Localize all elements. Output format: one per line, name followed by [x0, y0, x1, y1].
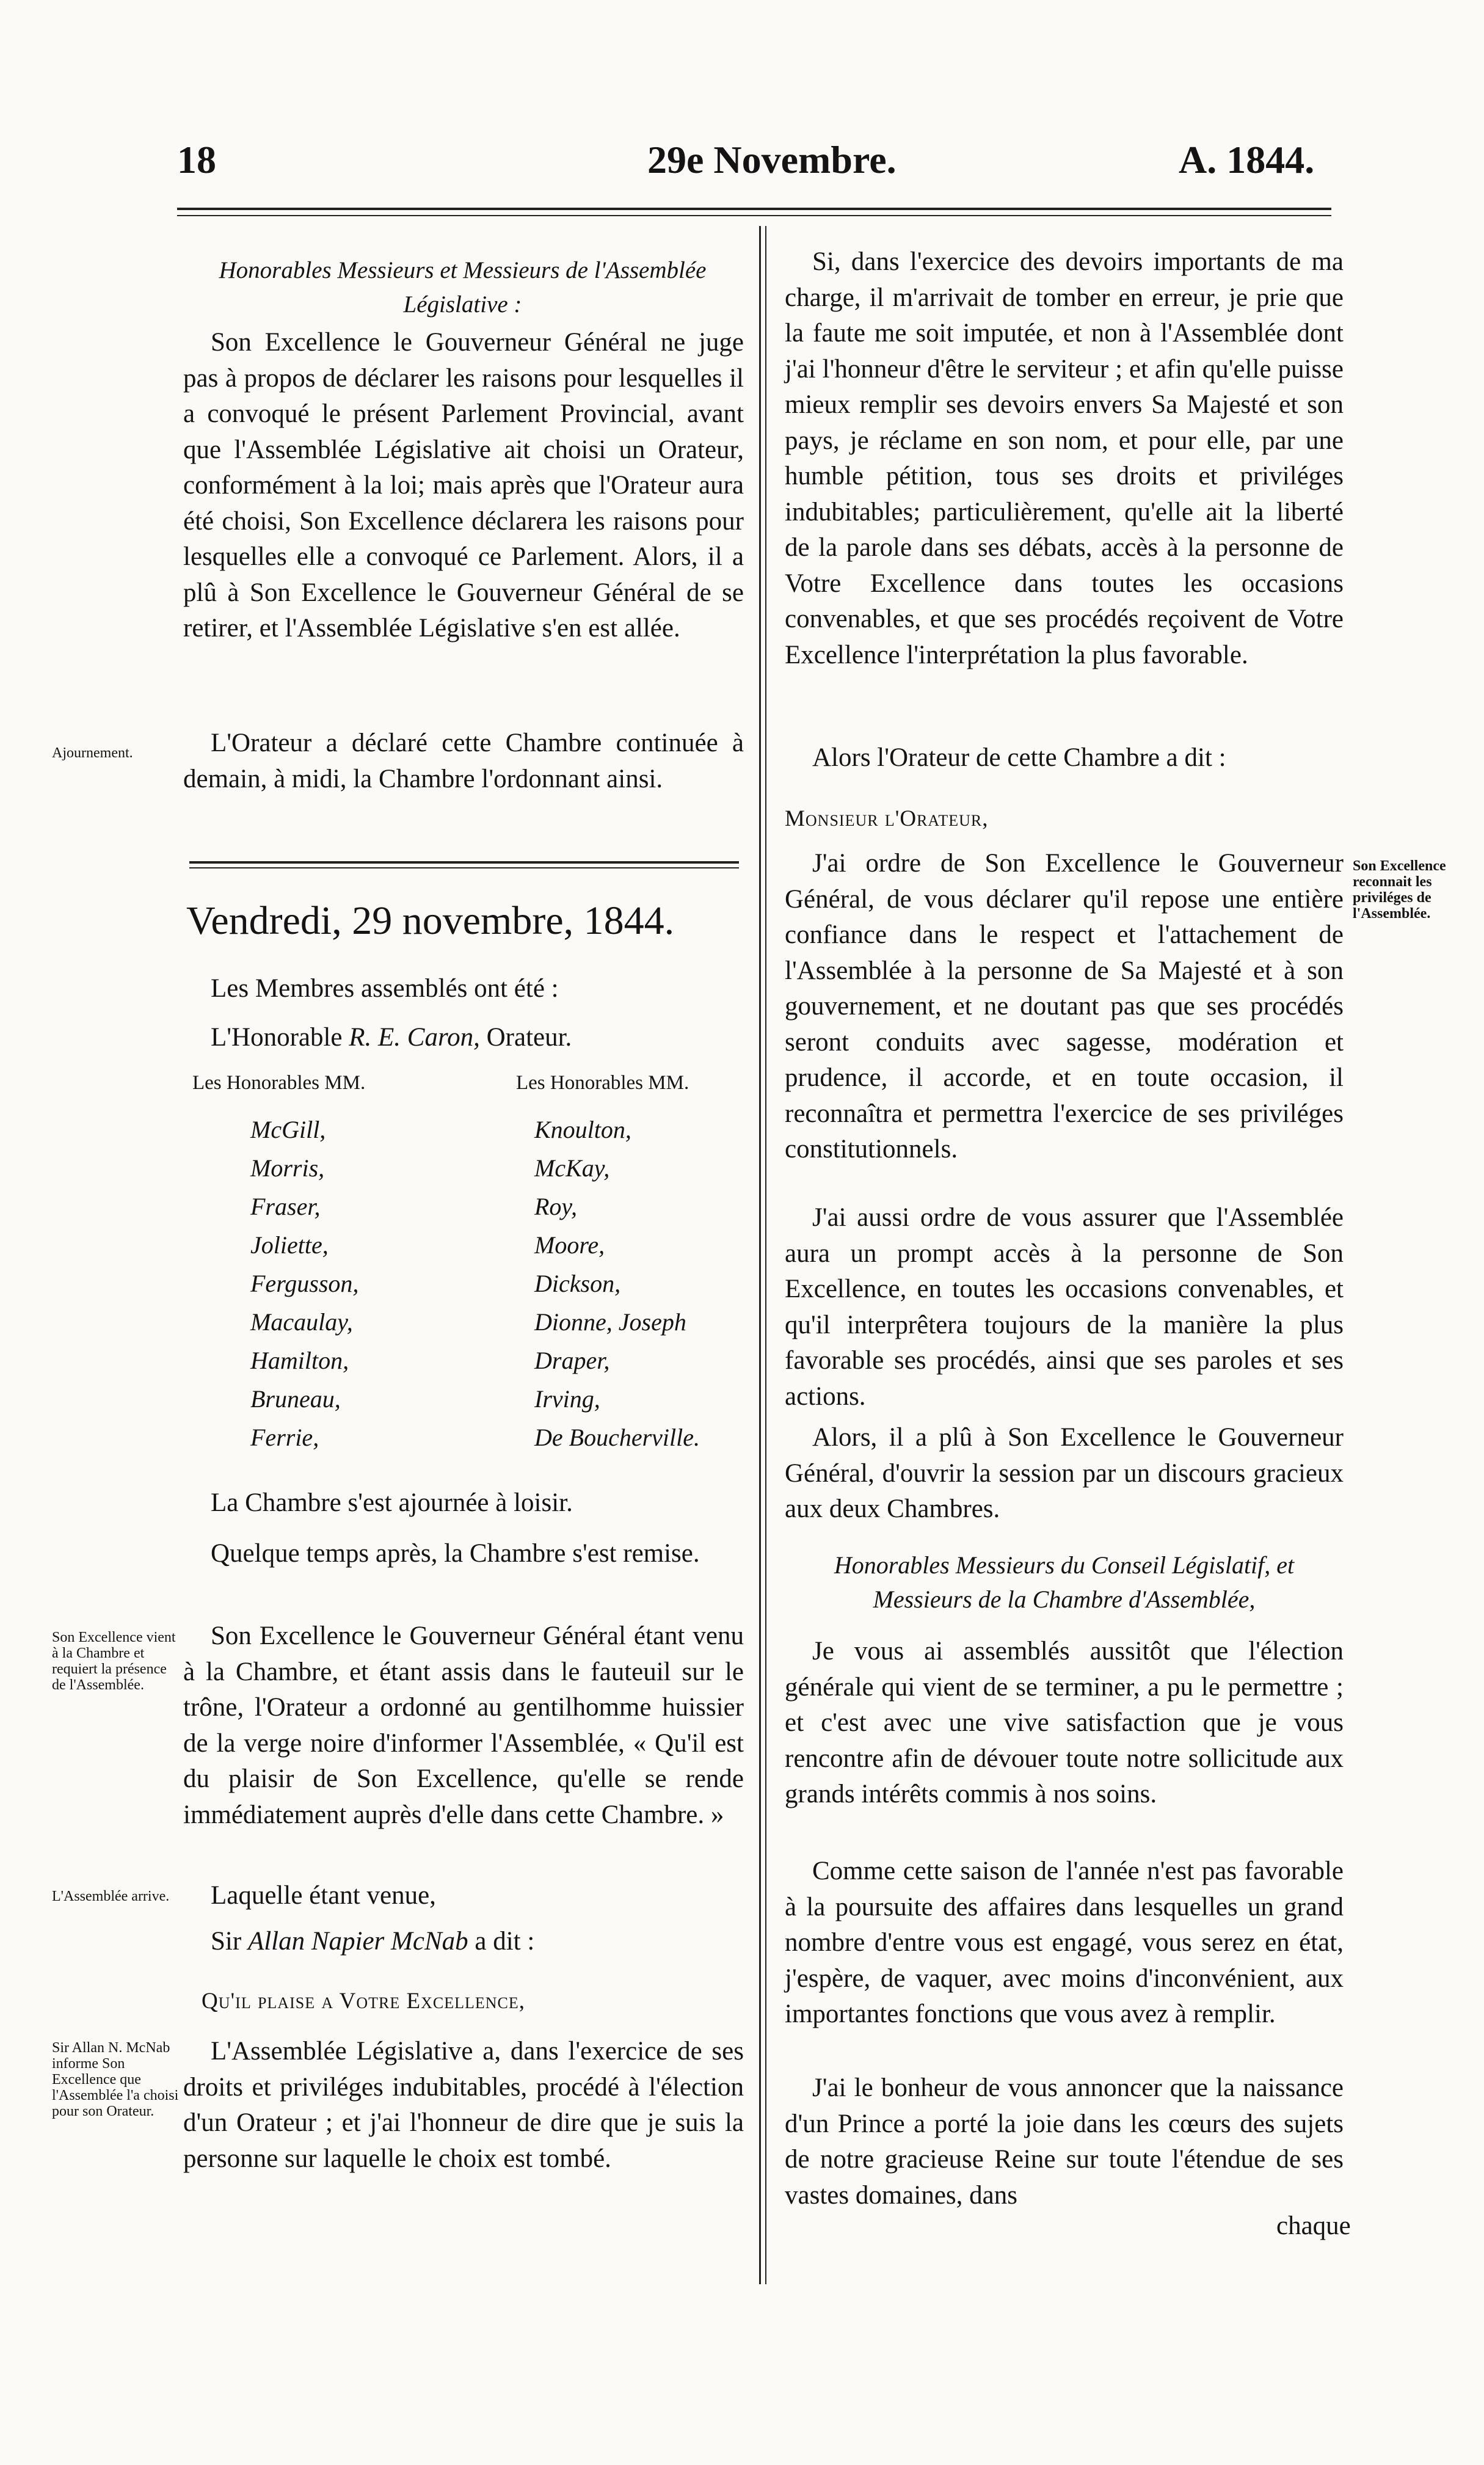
paragraph-ajournee-text: La Chambre s'est ajournée à loisir.: [211, 1488, 573, 1517]
member-name: Hamilton,: [250, 1347, 349, 1374]
member-name: Dionne, Joseph: [534, 1308, 686, 1336]
names-column-2: [534, 1110, 700, 1457]
members-intro-text: Les Membres assemblés ont été :: [211, 974, 559, 1003]
paragraph-requete: [785, 244, 1344, 673]
member-name: Morris,: [250, 1154, 325, 1182]
paragraph-acces: [785, 1200, 1344, 1415]
paragraph-prince: [785, 2070, 1344, 2213]
address-heading-assemblee: Honorables Messieurs et Messieurs de l'Assemblée Législative :: [219, 257, 707, 318]
paragraph-ajournee: [183, 1485, 744, 1521]
paragraph-remise-text: Quelque temps après, la Chambre s'est remise.: [211, 1539, 700, 1568]
margin-note-privileges: Son Excellence reconnait les priviléges de l'Assemblée.: [1353, 858, 1446, 922]
paragraph-gouverneur: [183, 1618, 744, 1833]
header-rule: [177, 208, 1331, 210]
member-name: Roy,: [534, 1193, 577, 1220]
member-name: De Boucherville.: [534, 1424, 700, 1451]
margin-note-mcnab: Sir Allan N. McNab informe Son Excellence que l'Assemblée l'a choisi pour son Orateur.: [52, 2040, 179, 2119]
running-year: A. 1844.: [1179, 138, 1315, 181]
catchword: chaque: [1276, 2212, 1351, 2240]
sir-name: Allan Napier McNab: [247, 1927, 468, 1956]
paragraph-confiance: [785, 846, 1344, 1168]
paragraph-mcnab-text: L'Assemblée Législative a, dans l'exercice de ses droits et priviléges indubitables, procédé à l'élection d'un Orateur ; et j'ai l'honneur de dire que je suis la personne sur laquelle le choix est tombé.: [183, 2037, 744, 2173]
speaker-prefix: L'Honorable: [211, 1023, 343, 1052]
paragraph-saison: [785, 1854, 1344, 2033]
paragraph-mcnab: [183, 2034, 744, 2177]
margin-note-gouverneur: Son Excellence vient à la Chambre et requiert la présence de l'Assemblée.: [52, 1629, 176, 1693]
member-name: McKay,: [534, 1154, 610, 1182]
address-votre-excellence: Qu'il plaise a Votre Excellence,: [202, 1989, 526, 2014]
header-rule-thin: [177, 215, 1331, 216]
paragraph-confiance-text: J'ai ordre de Son Excellence le Gouverneur Général, de vous déclarer qu'il repose une entière confiance dans le respect et l'attachement de l'Assemblée à la personne de Sa Majesté et à son gouvernement, et ne doutant pas que ses procédés seront conduits avec sagesse, modération et prudence, il accorde, et en toute occasion, il reconnaîtra et permettra l'exercice de ses priviléges constitutionnels.: [785, 849, 1344, 1163]
paragraph-arrive: [183, 1878, 744, 1914]
speaker-name: R. E. Caron,: [349, 1023, 480, 1052]
paragraph-saison-text: Comme cette saison de l'année n'est pas favorable à la poursuite des affaires dans lesquelles un grand nombre d'entre vous est engagé, vous serez en état, j'espère, de vaquer, avec moins d'inconvénient, aux importantes fonctions que vous avez à remplir.: [785, 1857, 1344, 2028]
paragraph-requete-text: Si, dans l'exercice des devoirs importants de ma charge, il m'arrivait de tomber en erreur, je prie que la faute me soit imputée, et non à l'Assemblée dont j'ai l'honneur d'être le serviteur ; et afin qu'elle puisse mieux remplir ses devoirs envers Sa Majesté et son pays, je réclame en son nom, et pour elle, par une humble pétition, tous ses droits et priviléges indubitables; particulièrement, qu'elle ait la liberté de la parole dans ses débats, accès à la personne de Votre Excellence dans toutes les occasions convenables, et que ses procédés reçoivent de Votre Excellence l'interprétation la plus favorable.: [785, 247, 1344, 669]
section-rule: [189, 861, 739, 864]
day-title: Vendredi, 29 novembre, 1844.: [186, 898, 675, 943]
speaker-line-text: [183, 1020, 744, 1056]
names-column-1: [250, 1110, 358, 1457]
member-name: Irving,: [534, 1385, 600, 1413]
margin-note-ajournement: Ajournement.: [52, 745, 133, 761]
paragraph-remise: [183, 1536, 744, 1572]
names-column-1-header: Les Honorables MM.: [192, 1072, 366, 1094]
member-name: Ferrie,: [250, 1424, 319, 1451]
member-name: Macaulay,: [250, 1308, 353, 1336]
paragraph-raisons-text: Son Excellence le Gouverneur Général ne juge pas à propos de déclarer les raisons pour lesquelles il a convoqué le présent Parlement Provincial, avant que l'Assemblée Législative ait choisi un Orateur, conformément à la loi; mais après que l'Orateur aura été choisi, Son Excellence déclarera les raisons pour lesquelles elle a convoqué ce Parlement. Alors, il a plû à Son Excellence le Gouverneur Général de se retirer, et l'Assemblée Législative s'en est allée.: [183, 328, 744, 643]
paragraph-orateur-dit: [785, 740, 1344, 776]
section-rule-thin: [189, 867, 739, 868]
sir-suffix: a dit :: [475, 1927, 535, 1956]
column-divider-thin: [765, 226, 766, 2284]
paragraph-session-text: Alors, il a plû à Son Excellence le Gouverneur Général, d'ouvrir la session par un discours gracieux aux deux Chambres.: [785, 1423, 1344, 1523]
member-name: Bruneau,: [250, 1385, 341, 1413]
paragraph-orateur-dit-text: Alors l'Orateur de cette Chambre a dit :: [812, 743, 1226, 772]
address-monsieur-orateur: Monsieur l'Orateur,: [785, 806, 989, 831]
sir-prefix: Sir: [211, 1927, 242, 1956]
members-intro: [183, 971, 744, 1007]
speaker-line: [183, 1020, 744, 1056]
names-column-2-header: Les Honorables MM.: [516, 1072, 689, 1094]
speaker-suffix: Orateur.: [486, 1023, 572, 1052]
address-conseil: Honorables Messieurs du Conseil Législatif, et Messieurs de la Chambre d'Assemblée,: [834, 1551, 1295, 1613]
member-name: Fraser,: [250, 1193, 321, 1220]
paragraph-sir-allan: [183, 1924, 744, 1960]
column-divider: [759, 226, 761, 2284]
page-number: 18: [177, 138, 216, 181]
member-name: Knoulton,: [534, 1116, 631, 1143]
member-name: Fergusson,: [250, 1270, 359, 1297]
member-name: Dickson,: [534, 1270, 621, 1297]
paragraph-arrive-text: Laquelle étant venue,: [211, 1881, 436, 1910]
paragraph-gouverneur-text: Son Excellence le Gouverneur Général étant venu à la Chambre, et étant assis dans le fauteuil sur le trône, l'Orateur a ordonné au gentilhomme huissier de la verge noire d'informer l'Assemblée, « Qu'il est du plaisir de Son Excellence, qu'elle se rende immédiatement auprès d'elle dans cette Chambre. »: [183, 1622, 744, 1829]
member-name: McGill,: [250, 1116, 326, 1143]
member-name: Draper,: [534, 1347, 610, 1374]
member-name: Joliette,: [250, 1231, 329, 1259]
paragraph-prince-text: J'ai le bonheur de vous annoncer que la naissance d'un Prince a porté la joie dans les cœurs des sujets de notre gracieuse Reine sur toute l'étendue de ses vastes domaines, dans: [785, 2074, 1344, 2210]
paragraph-sir-allan-text: [183, 1924, 744, 1960]
paragraph-ajournement-text: L'Orateur a déclaré cette Chambre continuée à demain, à midi, la Chambre l'ordonnant ainsi.: [183, 729, 744, 793]
margin-note-arrive: L'Assemblée arrive.: [52, 1888, 170, 1904]
paragraph-raisons: [183, 325, 744, 647]
paragraph-election-text: Je vous ai assemblés aussitôt que l'élection générale qui vient de se terminer, a pu le permettre ; et c'est avec une vive satisfaction que je vous rencontre afin de dévouer toute notre sollicitude aux grands intérêts commis à nos soins.: [785, 1637, 1344, 1808]
paragraph-session: [785, 1420, 1344, 1527]
member-name: Moore,: [534, 1231, 605, 1259]
paragraph-election: [785, 1634, 1344, 1813]
paragraph-ajournement: [183, 726, 744, 797]
running-date: 29e Novembre.: [647, 138, 897, 181]
paragraph-acces-text: J'ai aussi ordre de vous assurer que l'Assemblée aura un prompt accès à la personne de Son Excellence, en toutes les occasions convenables, et qu'il interprêtera toujours de la manière la plus favorable ses procédés, ainsi que ses paroles et ses actions.: [785, 1203, 1344, 1411]
